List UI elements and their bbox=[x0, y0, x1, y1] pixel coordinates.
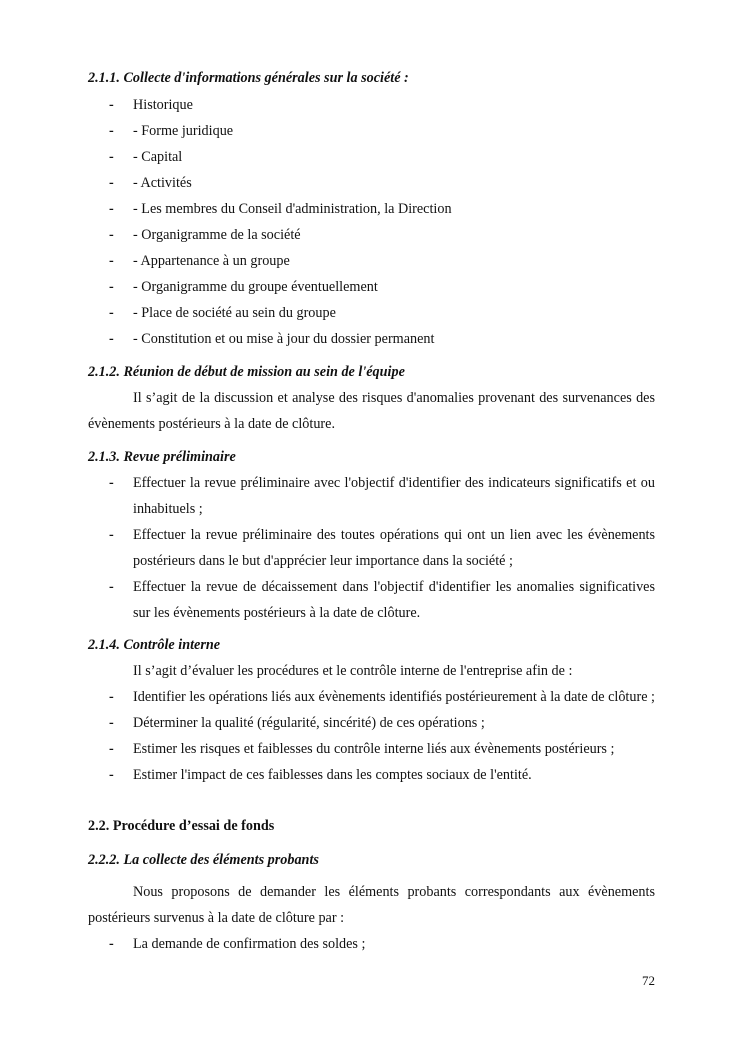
list-item: - - Forme juridique bbox=[109, 123, 234, 139]
paragraph: Il s’agit d’évaluer les procédures et le contrôle interne de l'entreprise afin de : bbox=[133, 663, 573, 679]
list-item: - - Place de société au sein du groupe bbox=[109, 305, 336, 321]
section-2-1-4-body bbox=[88, 658, 655, 788]
list-item: - Estimer les risques et faiblesses du contrôle interne liés aux évènements postérieurs ; bbox=[109, 741, 615, 757]
list-item: - Déterminer la qualité (régularité, sincérité) de ces opérations ; bbox=[109, 715, 485, 731]
list-item: - Effectuer la revue préliminaire des toutes opérations qui ont un lien avec les évènements postérieurs dans le but d'apprécier leur importance dans la société ; bbox=[109, 527, 655, 569]
list-item: - - Organigramme du groupe éventuellement bbox=[109, 279, 378, 295]
section-2-1-2-body bbox=[88, 385, 655, 437]
list-item: - - Activités bbox=[109, 175, 192, 191]
list-item: - Estimer l'impact de ces faiblesses dans les comptes sociaux de l'entité. bbox=[109, 767, 532, 783]
section-2-1-1-heading: 2.1.1. Collecte d'informations générales sur la société : bbox=[88, 70, 409, 86]
paragraph: Nous proposons de demander les éléments probants correspondants aux évènements postérieurs survenus à la date de clôture par : bbox=[88, 884, 655, 926]
list-item: - La demande de confirmation des soldes ; bbox=[109, 936, 366, 952]
section-2-2-heading: 2.2. Procédure d’essai de fonds bbox=[88, 818, 275, 834]
paragraph: Il s’agit de la discussion et analyse des risques d'anomalies provenant des survenances des évènements postérieurs à la date de clôture. bbox=[88, 390, 655, 432]
section-2-1-3-list bbox=[88, 470, 655, 626]
list-item: - - Appartenance à un groupe bbox=[109, 253, 290, 269]
section-2-1-1-list bbox=[88, 92, 655, 352]
list-item: - - Constitution et ou mise à jour du dossier permanent bbox=[109, 331, 435, 347]
list-item: - Effectuer la revue de décaissement dans l'objectif d'identifier les anomalies significatives sur les évènements postérieurs à la date de clôture. bbox=[109, 579, 655, 621]
section-2-1-3-heading: 2.1.3. Revue préliminaire bbox=[88, 449, 236, 465]
list-item: - Effectuer la revue préliminaire avec l'objectif d'identifier des indicateurs significatifs et ou inhabituels ; bbox=[109, 475, 655, 517]
section-2-2-2-body bbox=[88, 879, 655, 957]
list-item: - - Capital bbox=[109, 149, 183, 165]
section-2-1-4-heading: 2.1.4. Contrôle interne bbox=[88, 637, 221, 653]
list-item: - Identifier les opérations liés aux évènements identifiés postérieurement à la date de clôture ; bbox=[109, 689, 655, 705]
section-2-1-2-heading: 2.1.2. Réunion de début de mission au sein de l'équipe bbox=[88, 364, 405, 380]
section-2-2-2-heading: 2.2.2. La collecte des éléments probants bbox=[88, 852, 319, 868]
list-item: - - Organigramme de la société bbox=[109, 227, 301, 243]
page-number: 72 bbox=[642, 973, 655, 988]
list-item: - Historique bbox=[109, 97, 193, 113]
list-item: - - Les membres du Conseil d'administration, la Direction bbox=[109, 201, 452, 217]
